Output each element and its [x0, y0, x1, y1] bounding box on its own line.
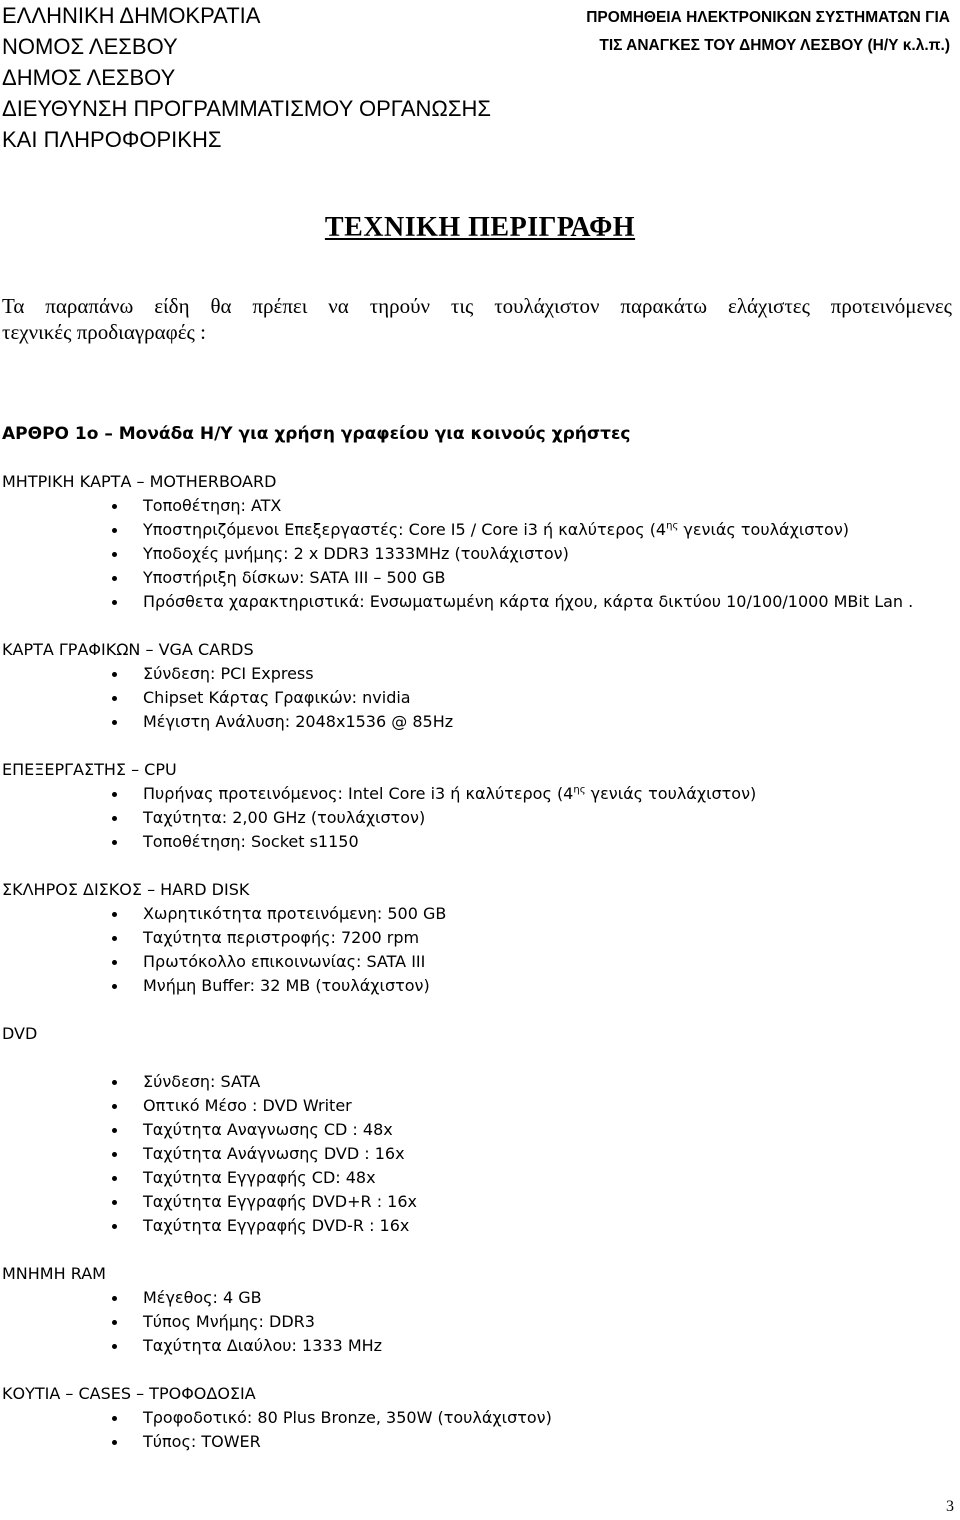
- list-item: Πρωτόκολλο επικοινωνίας: SATA III: [2, 950, 952, 974]
- list-item: Χωρητικότητα προτεινόμενη: 500 GB: [2, 902, 952, 926]
- spec-list-dvd: [2, 1070, 952, 1238]
- spec-list-ram: [2, 1286, 952, 1358]
- project-header: [586, 4, 950, 60]
- section-heading-motherboard: ΜΗΤΡΙΚΗ ΚΑΡΤΑ – MOTHERBOARD: [2, 472, 277, 491]
- list-item: Ταχύτητα Εγγραφής CD: 48x: [2, 1166, 952, 1190]
- issuer-line-directorate-cont: ΚΑΙ ΠΛΗΡΟΦΟΡΙΚΗΣ: [2, 127, 222, 152]
- section-heading-case: ΚΟΥΤΙΑ – CASES – ΤΡΟΦΟΔΟΣΙΑ: [2, 1384, 256, 1403]
- list-item: Μνήμη Buffer: 32 MB (τουλάχιστον): [2, 974, 952, 998]
- list-item: Chipset Κάρτας Γραφικών: nvidia: [2, 686, 952, 710]
- list-item: Μέγιστη Ανάλυση: 2048x1536 @ 85Hz: [2, 710, 952, 734]
- intro-paragraph: [2, 293, 952, 345]
- list-item: Τοποθέτηση: ATX: [2, 494, 952, 518]
- spec-list-motherboard: [2, 494, 952, 614]
- section-heading-cpu: ΕΠΕΞΕΡΓΑΣΤΗΣ – CPU: [2, 760, 177, 779]
- list-item: Ταχύτητα Ανάγνωσης DVD : 16x: [2, 1142, 952, 1166]
- list-item: Σύνδεση: SATA: [2, 1070, 952, 1094]
- issuer-line-country: ΕΛΛΗΝΙΚΗ ΔΗΜΟΚΡΑΤΙΑ: [2, 3, 261, 28]
- project-line-1: ΠΡΟΜΗΘΕΙΑ ΗΛΕΚΤΡΟΝΙΚΩΝ ΣΥΣΤΗΜΑΤΩΝ ΓΙΑ: [586, 9, 950, 26]
- intro-line-2: τεχνικές προδιαγραφές :: [2, 320, 206, 344]
- issuer-line-municipality: ΔΗΜΟΣ ΛΕΣΒΟΥ: [2, 65, 176, 90]
- list-item: Υποδοχές μνήμης: 2 x DDR3 1333MHz (τουλάχιστον): [2, 542, 952, 566]
- spec-list-vga: [2, 662, 952, 734]
- project-line-2: ΤΙΣ ΑΝΑΓΚΕΣ ΤΟΥ ΔΗΜΟΥ ΛΕΣΒΟΥ (Η/Υ κ.λ.π.): [599, 37, 950, 54]
- list-item: Τροφοδοτικό: 80 Plus Bronze, 350W (τουλάχιστον): [2, 1406, 952, 1430]
- intro-line-1: Τα παραπάνω είδη θα πρέπει να τηρούν τις τουλάχιστον παρακάτω ελάχιστες προτεινόμενες: [2, 294, 952, 318]
- section-heading-ram: ΜΝΗΜΗ RAM: [2, 1264, 106, 1283]
- list-item: Ταχύτητα: 2,00 GHz (τουλάχιστον): [2, 806, 952, 830]
- article-heading: ΑΡΘΡΟ 1ο – Μονάδα Η/Υ για χρήση γραφείου για κοινούς χρήστες: [2, 424, 631, 444]
- list-item: Ταχύτητα Αναγνωσης CD : 48x: [2, 1118, 952, 1142]
- issuer-header: [2, 0, 491, 155]
- list-item: Ταχύτητα περιστροφής: 7200 rpm: [2, 926, 952, 950]
- list-item: Τοποθέτηση: Socket s1150: [2, 830, 952, 854]
- list-item: Σύνδεση: PCI Express: [2, 662, 952, 686]
- spec-list-cpu: [2, 782, 952, 854]
- list-item: Υποστηριζόμενοι Επεξεργαστές: Core I5 / Core i3 ή καλύτερος ($4^{\eta\varsigma}$ γενιάς τουλάχιστον): [2, 518, 952, 542]
- section-heading-dvd: DVD: [2, 1024, 38, 1043]
- list-item: Ταχύτητα Εγγραφής DVD-R : 16x: [2, 1214, 952, 1238]
- issuer-line-directorate: ΔΙΕΥΘΥΝΣΗ ΠΡΟΓΡΑΜΜΑΤΙΣΜΟΥ ΟΡΓΑΝΩΣΗΣ: [2, 96, 491, 121]
- list-item: Υποστήριξη δίσκων: SATA III – 500 GB: [2, 566, 952, 590]
- spec-list-case: [2, 1406, 952, 1454]
- document-title: ΤΕΧΝΙΚΗ ΠΕΡΙΓΡΑΦΗ: [324, 212, 636, 243]
- list-item: Ταχύτητα Διαύλου: 1333 MHz: [2, 1334, 952, 1358]
- list-item: Οπτικό Μέσο : DVD Writer: [2, 1094, 952, 1118]
- list-item: Ταχύτητα Εγγραφής DVD+R : 16x: [2, 1190, 952, 1214]
- list-item: Τύπος Μνήμης: DDR3: [2, 1310, 952, 1334]
- list-item: Μέγεθος: 4 GB: [2, 1286, 952, 1310]
- issuer-line-prefecture: ΝΟΜΟΣ ΛΕΣΒΟΥ: [2, 34, 178, 59]
- list-item: Τύπος: TOWER: [2, 1430, 952, 1454]
- spec-list-hdd: [2, 902, 952, 998]
- page-number: 3: [946, 1498, 954, 1515]
- section-heading-vga: ΚΑΡΤΑ ΓΡΑΦΙΚΩΝ – VGA CARDS: [2, 640, 254, 659]
- list-item: Πυρήνας προτεινόμενος: Intel Core i3 ή καλύτερος ($4^{\eta\varsigma}$ γενιάς τουλάχιστον): [2, 782, 952, 806]
- spec-content: [2, 470, 952, 1454]
- section-heading-hdd: ΣΚΛΗΡΟΣ ΔΙΣΚΟΣ – HARD DISK: [2, 880, 250, 899]
- list-item: Πρόσθετα χαρακτηριστικά: Ενσωματωμένη κάρτα ήχου, κάρτα δικτύου 10/100/1000 MBit Lan .: [2, 590, 952, 614]
